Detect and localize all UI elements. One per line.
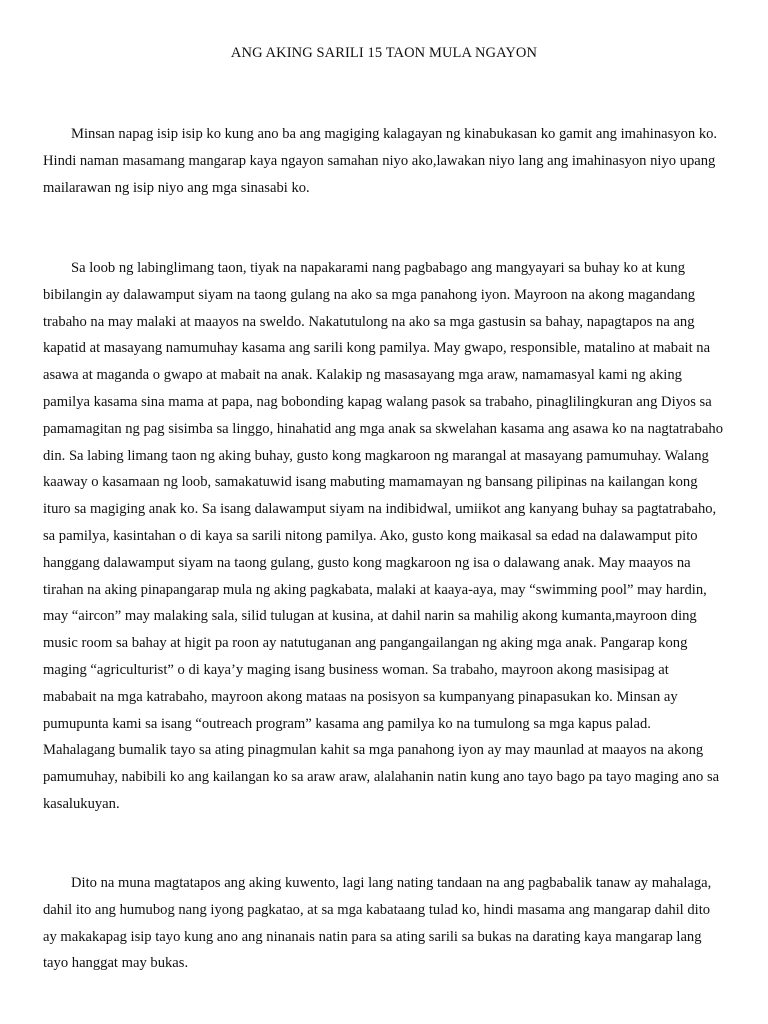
paragraph-intro: Minsan napag isip isip ko kung ano ba ang magiging kalagayan ng kinabukasan ko gamit ang imahinasyon ko. Hindi naman masamang mangarap kaya ngayon samahan niyo ako,lawakan niyo lang ang imahinasyon niyo upang mailarawan ng isip niyo ang mga sinasabi ko. <box>43 126 718 196</box>
paragraph-conclusion: Dito na muna magtatapos ang aking kuwento, lagi lang nating tandaan na ang pagbabalik tanaw ay mahalaga, dahil ito ang humubog nang iyong pagkatao, at sa mga kabataang tulad ko, hindi masama ang mangarap dahil dito ay makakapag isip tayo kung ano ang ninanais natin para sa ating sarili sa bukas na darating kaya mangarap lang tayo hanggat may bukas. <box>43 875 712 972</box>
document-title: ANG AKING SARILI 15 TAON MULA NGAYON <box>230 45 538 61</box>
paragraph-body: Sa loob ng labinglimang taon, tiyak na napakarami nang pagbabago ang mangyayari sa buhay ko at kung bibilangin ay dalawamput siyam na taong gulang na ako sa mga panahong iyon. Mayroon na akong magandang trabaho na may malaki at maayos na sweldo. Nakatutulong na ako sa mga gastusin sa bahay, napagtapos na ang kapatid at masayang namumuhay kasama ang sarili kong pamilya. May gwapo, responsible, matalino at mabait na asawa at maganda o gwapo at mabait na anak. Kalakip ng masasayang mga araw, namamasyal kami ng aking pamilya kasama sina mama at papa, nag bobonding kapag walang pasok sa trabaho, pinaglilingkuran ang Diyos sa pamamagitan ng pag sisimba sa linggo, hinahatid ang mga anak sa skwelahan kasama ang asawa ko na nagtatrabaho din. Sa labing limang taon ng aking buhay, gusto kong magkaroon ng marangal at masayang pamumuhay. Walang kaaway o kasamaan ng loob, samakatuwid isang mabuting mamamayan ng bansang pilipinas na kailangan kong ituro sa magiging anak ko. Sa isang dalawamput siyam na indibidwal, umiikot ang kanyang buhay sa pagtatrabaho, sa pamilya, kasintahan o di kaya sa sarili nitong pamilya. Ako, gusto kong maikasal sa edad na dalawamput pito hanggang dalawamput siyam na taong gulang, gusto kong magkaroon ng isa o dalawang anak. May maayos na tirahan na aking pinapangarap mula ng aking pagkabata, malaki at kaaya-aya, may “swimming pool” may hardin, may “aircon” may malaking sala, silid tulugan at kusina, at dahil narin sa mahilig akong kumanta,mayroon ding music room sa bahay at higit pa roon ay natutuganan ang pangangailangan ng aking mga anak. Pangarap kong maging “agriculturist” o di kaya’y maging isang business woman. Sa trabaho, mayroon akong masisipag at mababait na mga katrabaho, mayroon akong mataas na posisyon sa kumpanyang pinapasukan ko. Minsan ay pumupunta kami sa isang “outreach program” kasama ang pamilya ko na tumulong sa mga kapus palad. Mahalagang bumalik tayo sa ating pinagmulan kahit sa mga panahong iyon ay may maunlad at maayos na akong pamumuhay, nabibili ko ang kailangan ko sa araw araw, alalahanin natin kung ano tayo bago pa tayo maging ano sa kasalukuyan. <box>43 260 724 812</box>
